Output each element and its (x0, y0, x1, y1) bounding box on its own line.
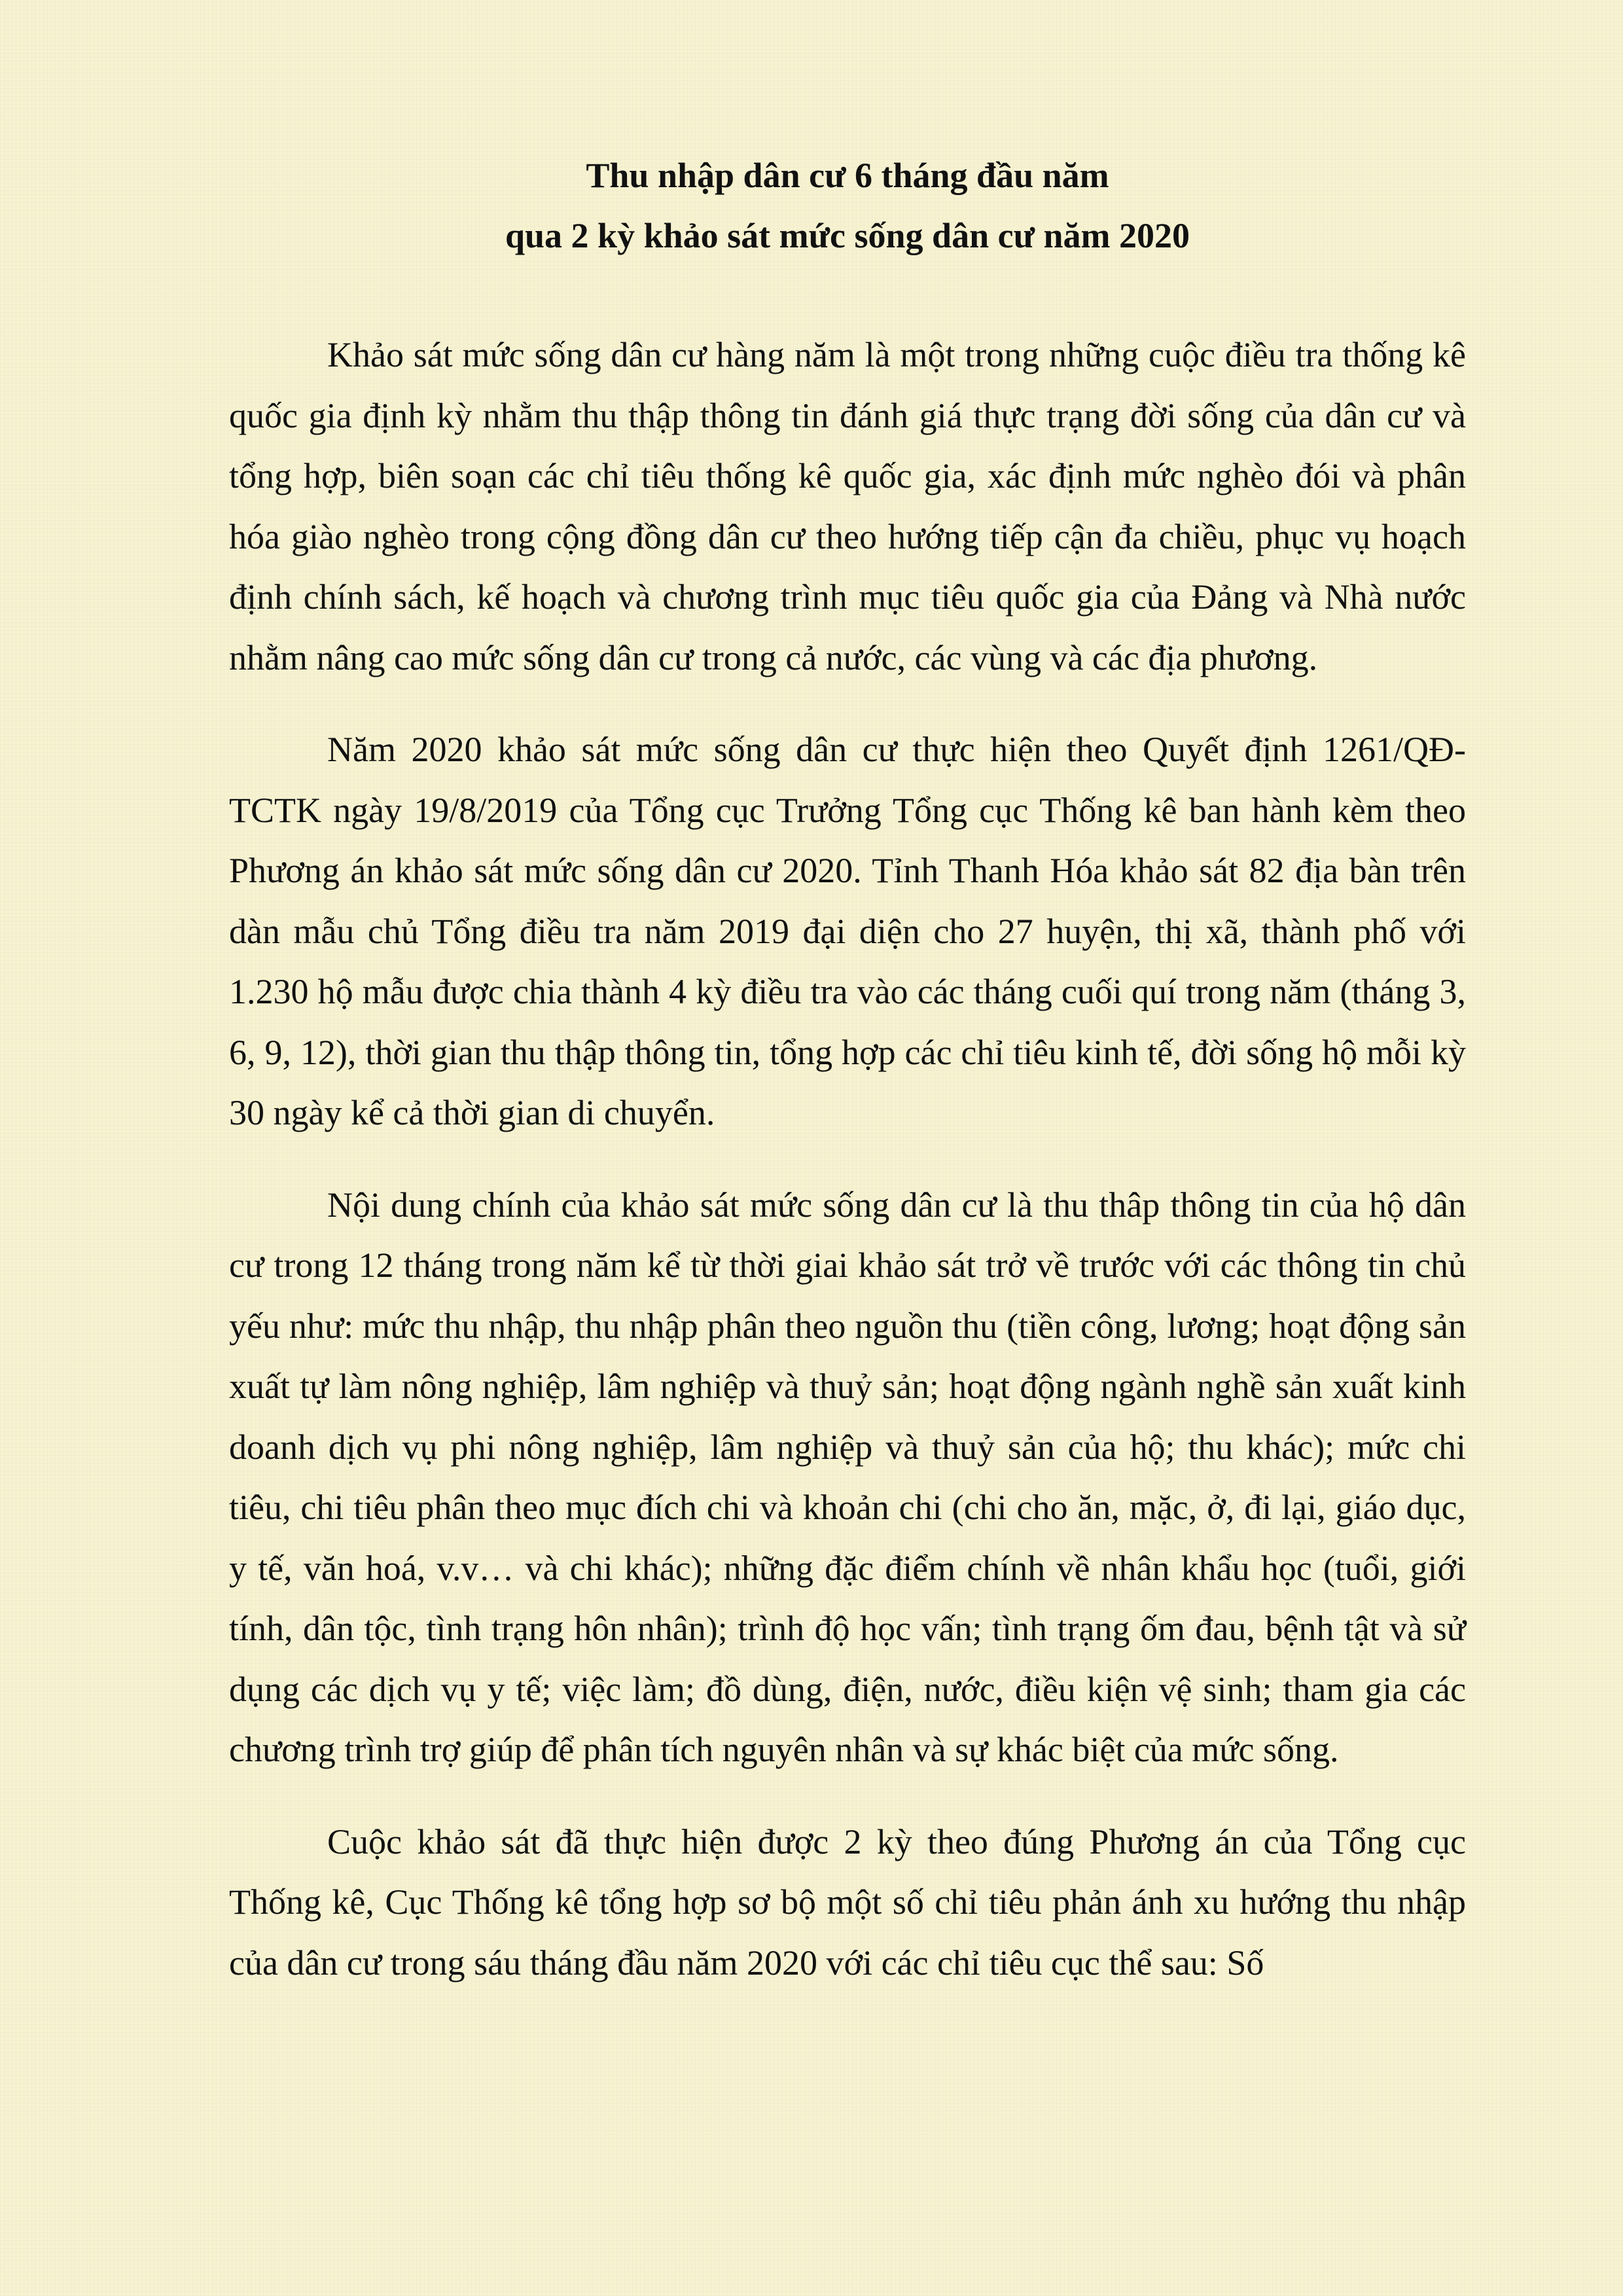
paragraph-survey-2020-scope: Năm 2020 khảo sát mức sống dân cư thực hiện theo Quyết định 1261/QĐ-TCTK ngày 19/8/2019 của Tổng cục Trưởng Tổng cục Thống kê ban hành kèm theo Phương án khảo sát mức sống dân cư 2020. Tỉnh Thanh Hóa khảo sát 82 địa bàn trên dàn mẫu chủ Tổng điều tra năm 2019 đại diện cho 27 huyện, thị xã, thành phố với 1.230 hộ mẫu được chia thành 4 kỳ điều tra vào các tháng cuối quí trong năm (tháng 3, 6, 9, 12), thời gian thu thập thông tin, tổng hợp các chỉ tiêu kinh tế, đời sống hộ mỗi kỳ 30 ngày kể cả thời gian di chuyển. (229, 730, 1466, 1132)
document-body (229, 325, 1466, 1993)
title-line-2: qua 2 kỳ khảo sát mức sống dân cư năm 2020 (505, 216, 1190, 255)
paragraph-survey-results-intro: Cuộc khảo sát đã thực hiện được 2 kỳ theo đúng Phương án của Tổng cục Thống kê, Cục Thống kê tổng hợp sơ bộ một số chỉ tiêu phản ánh xu hướng thu nhập của dân cư trong sáu tháng đầu năm 2020 với các chỉ tiêu cục thể sau: Số (229, 1821, 1466, 1982)
title-line-1: Thu nhập dân cư 6 tháng đầu năm (586, 156, 1109, 195)
paragraph-survey-purpose: Khảo sát mức sống dân cư hàng năm là một trong những cuộc điều tra thống kê quốc gia định kỳ nhằm thu thập thông tin đánh giá thực trạng đời sống của dân cư và tổng hợp, biên soạn các chỉ tiêu thống kê quốc gia, xác định mức nghèo đói và phân hóa giào nghèo trong cộng đồng dân cư theo hướng tiếp cận đa chiều, phục vụ hoạch định chính sách, kế hoạch và chương trình mục tiêu quốc gia của Đảng và Nhà nước nhằm nâng cao mức sống dân cư trong cả nước, các vùng và các địa phương. (229, 335, 1466, 677)
paragraph-survey-content: Nội dung chính của khảo sát mức sống dân cư là thu thâp thông tin của hộ dân cư trong 12 tháng trong năm kể từ thời giai khảo sát trở về trước với các thông tin chủ yếu như: mức thu nhập, thu nhập phân theo nguồn thu (tiền công, lương; hoạt động sản xuất tự làm nông nghiệp, lâm nghiệp và thuỷ sản; hoạt động ngành nghề sản xuất kinh doanh dịch vụ phi nông nghiệp, lâm nghiệp và thuỷ sản của hộ; thu khác); mức chi tiêu, chi tiêu phân theo mục đích chi và khoản chi (chi cho ăn, mặc, ở, đi lại, giáo dục, y tế, văn hoá, v.v… và chi khác); những đặc điểm chính về nhân khẩu học (tuổi, giới tính, dân tộc, tình trạng hôn nhân); trình độ học vấn; tình trạng ốm đau, bệnh tật và sử dụng các dịch vụ y tế; việc làm; đồ dùng, điện, nước, điều kiện vệ sinh; tham gia các chương trình trợ giúp để phân tích nguyên nhân và sự khác biệt của mức sống. (229, 1185, 1466, 1769)
document-title (229, 145, 1466, 266)
